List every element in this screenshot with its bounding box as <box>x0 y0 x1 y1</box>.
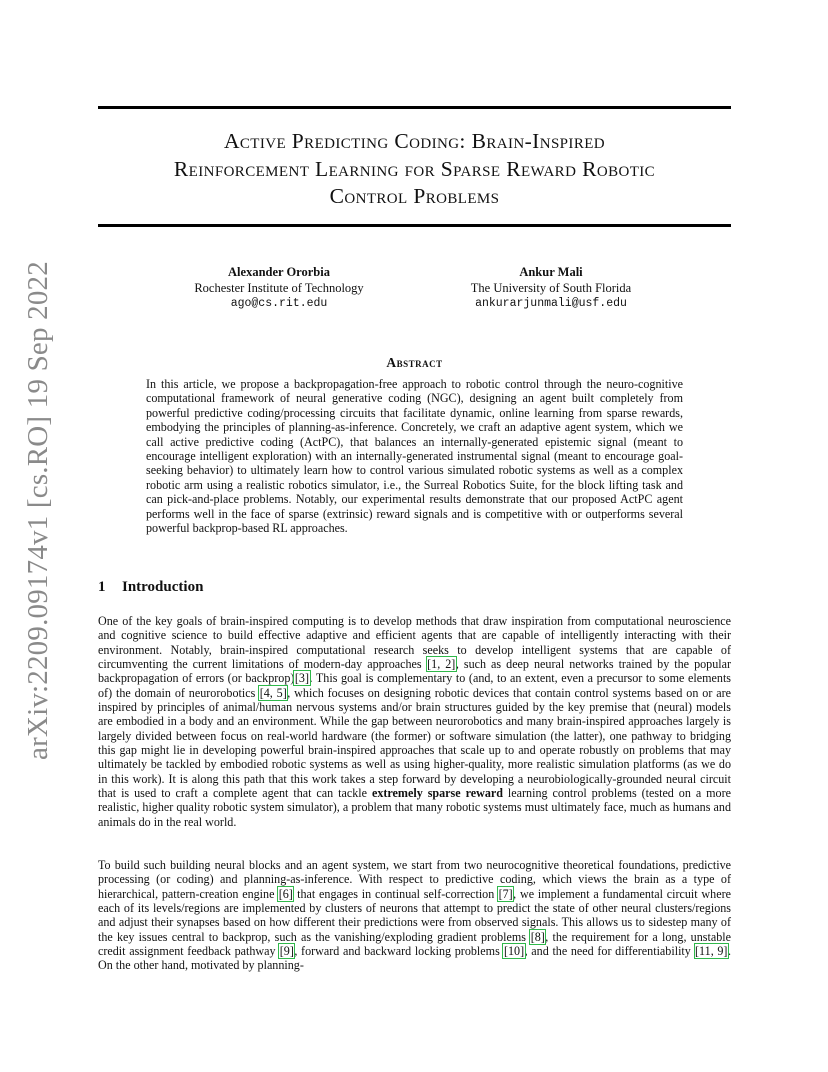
citation-text[interactable]: [4, 5] <box>259 685 287 700</box>
paper-title <box>98 128 731 211</box>
intro-paragraph-2 <box>98 858 731 973</box>
citation-link[interactable] <box>278 887 293 901</box>
text-run: that engages in continual self-correction <box>293 886 499 901</box>
author-affiliation: Rochester Institute of Technology <box>194 280 364 295</box>
intro-paragraph-1 <box>98 614 731 829</box>
text-run: To build such building neural blocks and an agent system, we start from two neurocognitive theoretical foundations, predictive processing (or coding) and planning-as-inference. With respect to predictive coding, which views the brain as a type of hierarchical, pattern-creation engine <box>98 858 731 901</box>
citation-text[interactable]: [7] <box>498 886 513 901</box>
citation-text[interactable]: [10] <box>503 944 525 959</box>
title-line-1: Active Predicting Coding: Brain-Inspired <box>223 129 606 153</box>
author-1 <box>149 265 409 312</box>
text-run: . On the other hand, motivated by planning- <box>98 944 731 973</box>
title-line-2: Reinforcement Learning for Sparse Reward Robotic <box>173 156 656 181</box>
citation-text[interactable]: [1, 2] <box>427 657 456 672</box>
citation-link[interactable] <box>530 930 545 944</box>
citation-text[interactable]: [6] <box>278 886 293 901</box>
text-run: , which focuses on designing robotic devices that contain control systems based on or are inspired by principles of animal/human nervous systems and/or brain structures guided by the key premise that (neural) models are embodied in a body and an environment. While the gap between neurorobotics and many brain-inspired approaches largely is largely divided between focus on real-world hardware (the former) or software simulation (the latter), one pathway to bridging this gap might lie in developing powerful brain-inspired approaches that scale up to and operate robustly on problems that may ultimately be tackled by embodied robotic systems as well as using higher-quality, more realistic simulation platforms (as we do in this work). It is along this path that this work takes a step forward by developing a neurobiologically-grounded neural circuit that is used to craft a complete agent that can tackle <box>98 685 732 801</box>
bold-phrase: extremely sparse reward <box>371 786 503 801</box>
section-number: 1 <box>98 579 106 595</box>
text-run: , and the need for differentiability <box>524 944 695 959</box>
author-email[interactable]: ago@cs.rit.edu <box>230 297 328 310</box>
author-name: Alexander Ororbia <box>228 265 330 279</box>
citation-text[interactable]: [11, 9] <box>695 944 728 959</box>
author-name: Ankur Mali <box>519 265 583 279</box>
title-top-rule <box>98 106 731 109</box>
citation-link[interactable] <box>294 671 309 685</box>
citation-link[interactable] <box>498 887 513 901</box>
citation-link[interactable] <box>427 657 456 671</box>
text-run: . This goal is complementary to (and, to an extent, even a precursor to some elements of) the domain of neurorobotics <box>98 671 732 700</box>
citation-text[interactable]: [3] <box>294 671 310 686</box>
citation-link[interactable] <box>503 944 524 958</box>
section-heading <box>98 579 203 596</box>
author-2 <box>421 265 681 312</box>
title-bottom-rule <box>98 224 731 227</box>
citation-text[interactable]: [8] <box>530 929 545 944</box>
text-run: , we implement a fundamental circuit where each of its levels/regions are implemented by clusters of neurons that attempt to predict the state of other neural clusters/regions and adjust their synapses based on how different their predictions were from observed signals. This allows us to sidestep many of the key issues central to backprop, such as the vanishing/exploding gradient problems <box>98 886 731 944</box>
abstract-text: In this article, we propose a backpropagation-free approach to robotic control through the neuro-cognitive computational framework of neural generative coding (NGC), designing an agent built completely from powerful predictive coding/processing circuits that facilitate dynamic, online learning from sparse rewards, embodying the principles of planning-as-inference. Concretely, we craft an adaptive agent system, which we call active predictive coding (ActPC), that balances an internally-generated epistemic signal (meant to encourage intelligent exploration) with an internally-generated instrumental signal (meant to encourage goal-seeking behavior) to ultimately learn how to control various simulated robotic systems as well as a complex robotic arm using a realistic robotics simulator, i.e., the Surreal Robotics Suite, for the block lifting task and can pick-and-place problems. Notably, our experimental results demonstrate that our proposed ActPC agent performs well in the face of sparse (extrinsic) reward signals and is competitive with or outperforms several powerful backprop-based RL approaches. <box>146 377 683 536</box>
citation-link[interactable] <box>259 686 287 700</box>
abstract-heading: Abstract <box>386 355 443 370</box>
citation-link[interactable] <box>279 944 294 958</box>
text-run: , forward and backward locking problems <box>294 944 504 959</box>
citation-text[interactable]: [9] <box>279 944 294 959</box>
author-affiliation: The University of South Florida <box>470 280 632 295</box>
title-line-3: Control Problems <box>329 184 500 208</box>
text-run: One of the key goals of brain-inspired computing is to develop methods that draw inspiration from computational neuroscience and cognitive science to build effective adaptive and efficient agents that are capable of intelligently interacting with their environment. Notably, brain-inspired computational research seeks to develop intelligent systems that are capable of circumventing the current limitations of modern-day approaches <box>98 614 731 672</box>
arxiv-identifier-stamp: arXiv:2209.09174v1 [cs.RO] 19 Sep 2022 <box>22 261 54 760</box>
citation-link[interactable] <box>695 944 728 958</box>
section-title: Introduction <box>122 579 204 595</box>
text-run: , the requirement for a long, unstable credit assignment feedback pathway <box>98 929 731 959</box>
author-email[interactable]: ankurarjunmali@usf.edu <box>475 297 627 310</box>
text-run: learning control problems (tested on a more realistic, higher quality robotic system simulator), a problem that many robotic systems must ultimately face, much as humans and animals do in the real world. <box>98 786 731 829</box>
text-run: , such as deep neural networks trained by the popular backpropagation of errors (or backprop) <box>98 657 732 686</box>
